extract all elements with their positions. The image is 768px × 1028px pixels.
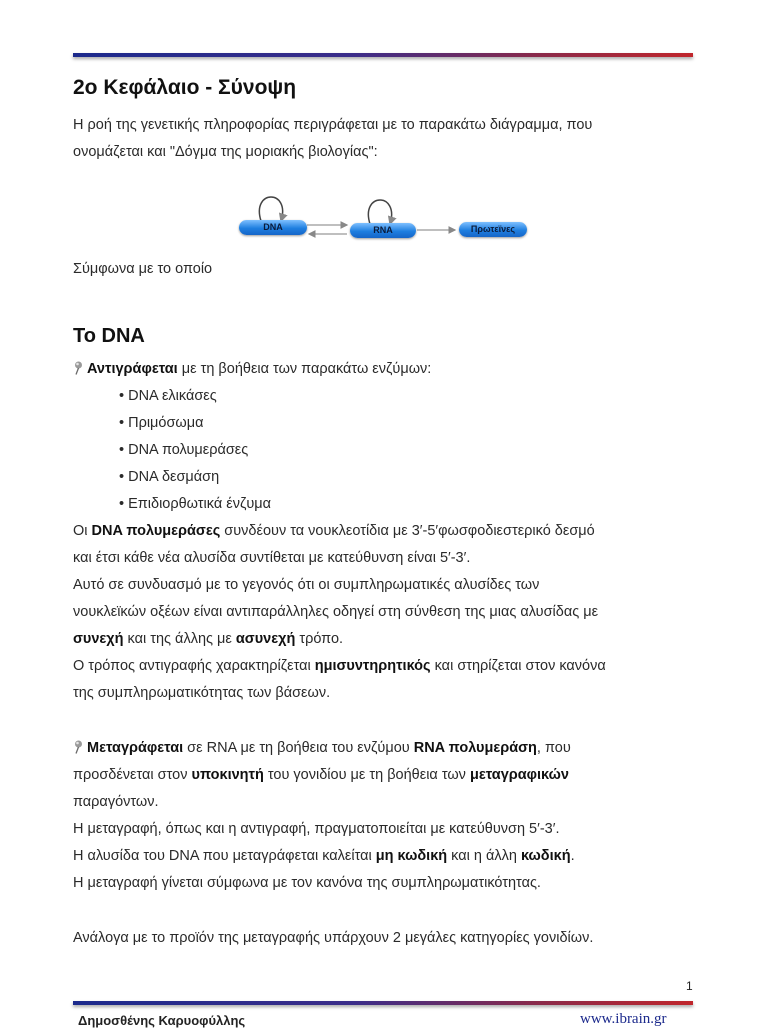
polymerase-line-4: νουκλεϊκών οξέων είναι αντιπαράλληλες οδηγεί στη σύνθεση της μιας αλυσίδας με xyxy=(73,604,599,620)
pushpin-icon xyxy=(73,361,84,375)
polymerase-line-1: Οι DNA πολυμεράσες συνδέουν τα νουκλεοτίδια με 3′-5′φωσφοδιεστερικό δεσμό xyxy=(73,523,595,539)
protein-node: Πρωτεϊνες xyxy=(459,222,527,237)
enzyme-list-item: • Πριμόσωμα xyxy=(119,415,204,431)
page-title: 2ο Κεφάλαιο - Σύνοψη xyxy=(73,76,297,99)
enzyme-list-item: • DNA πολυμεράσες xyxy=(119,442,249,458)
after-diagram-text: Σύμφωνα με το οποίο xyxy=(73,261,213,277)
closing-line: Ανάλογα με το προϊόν της μεταγραφής υπάρχουν 2 μεγάλες κατηγορίες γονιδίων. xyxy=(73,930,594,946)
polymerase-line-2: και έτσι κάθε νέα αλυσίδα συντίθεται με κατεύθυνση είναι 5′-3′. xyxy=(73,550,471,566)
intro-line-1: Η ροή της γενετικής πληροφορίας περιγράφεται με το παρακάτω διάγραμμα, που xyxy=(73,117,593,133)
polymerase-line-7: της συμπληρωματικότητας των βάσεων. xyxy=(73,685,331,701)
header-rule xyxy=(73,53,693,57)
replication-keyword: Αντιγράφεται xyxy=(87,361,178,377)
polymerase-line-5: συνεχή και της άλλης με ασυνεχή τρόπο. xyxy=(73,631,344,647)
footer-site-link[interactable]: www.ibrain.gr xyxy=(580,1011,667,1027)
transcription-line-5: Η αλυσίδα του DNA που μεταγράφεται καλείται μη κωδική και η άλλη κωδική. xyxy=(73,848,575,864)
enzyme-list-item: • DNA ελικάσες xyxy=(119,388,217,404)
dna-node: DNA xyxy=(239,220,307,235)
rna-node: RNA xyxy=(350,223,416,238)
replication-line xyxy=(73,356,431,383)
pushpin-icon xyxy=(73,740,84,754)
footer-rule xyxy=(73,1001,693,1005)
dna-replication-loop xyxy=(259,197,282,221)
central-dogma-diagram xyxy=(233,184,533,244)
intro-line-2: ονομάζεται και "Δόγμα της μοριακής βιολογίας": xyxy=(73,144,378,160)
transcription-line-6: Η μεταγραφή γίνεται σύμφωνα με τον κανόνα της συμπληρωματικότητας. xyxy=(73,875,541,891)
page-number: 1 xyxy=(686,979,693,993)
section-title: Το DNA xyxy=(73,325,145,347)
polymerase-line-3: Αυτό σε συνδυασμό με το γεγονός ότι οι συμπληρωματικές αλυσίδες των xyxy=(73,577,540,593)
rna-replication-loop xyxy=(368,200,391,224)
transcription-line-4: Η μεταγραφή, όπως και η αντιγραφή, πραγματοποιείται με κατεύθυνση 5′-3′. xyxy=(73,821,560,837)
transcription-line-1: Μεταγράφεται σε RNA με τη βοήθεια του ενζύμου RNA πολυμεράση, που xyxy=(73,735,571,762)
transcription-line-2: προσδένεται στον υποκινητή του γονιδίου με τη βοήθεια των μεταγραφικών xyxy=(73,767,569,783)
enzyme-list-item: • DNA δεσμάση xyxy=(119,469,220,485)
polymerase-line-6: Ο τρόπος αντιγραφής χαρακτηρίζεται ημισυντηρητικός και στηρίζεται στον κανόνα xyxy=(73,658,606,674)
transcription-line-3: παραγόντων. xyxy=(73,794,159,810)
footer-author: Δημοσθένης Καρυοφύλλης xyxy=(78,1013,246,1028)
enzyme-list-item: • Επιδιορθωτικά ένζυμα xyxy=(119,496,271,512)
replication-rest: με τη βοήθεια των παρακάτω ενζύμων: xyxy=(177,361,432,377)
